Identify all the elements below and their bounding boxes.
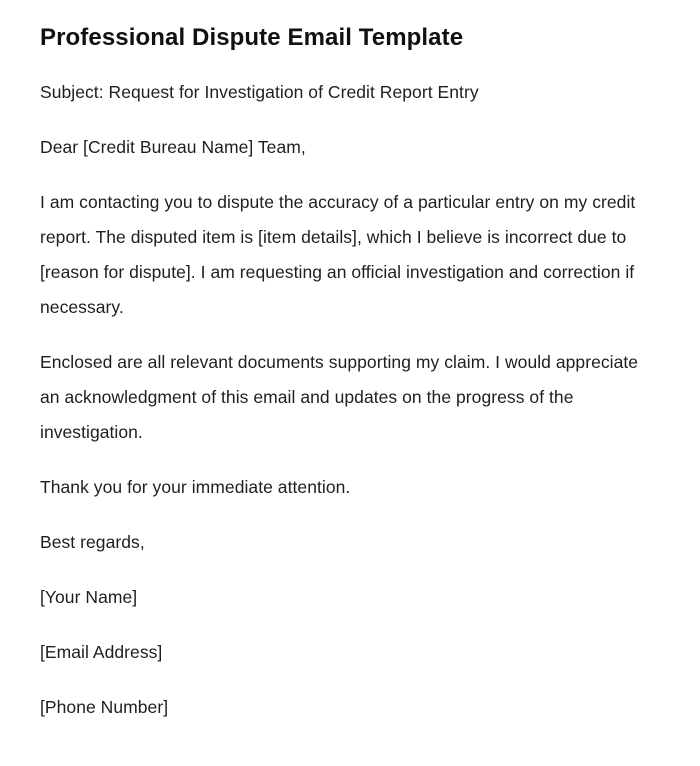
subject-line: Subject: Request for Investigation of Credit Report Entry (40, 82, 479, 102)
signature-email-placeholder: [Email Address] (40, 642, 163, 662)
body-paragraph-1: I am contacting you to dispute the accuracy of a particular entry on my credit report. The disputed item is [item details], which I believe is incorrect due to [reason for dispute]. I am requesting an official investigation and correction if necessary. (40, 192, 636, 317)
signature-phone-placeholder: [Phone Number] (40, 697, 169, 717)
salutation: Dear [Credit Bureau Name] Team, (40, 137, 306, 157)
signoff: Best regards, (40, 532, 145, 552)
signature-name-placeholder: [Your Name] (40, 587, 138, 607)
body-paragraph-2: Enclosed are all relevant documents supporting my claim. I would appreciate an acknowledgment of this email and updates on the progress of the investigation. (40, 352, 639, 442)
closing-line: Thank you for your immediate attention. (40, 477, 351, 497)
page-title: Professional Dispute Email Template (40, 24, 464, 51)
